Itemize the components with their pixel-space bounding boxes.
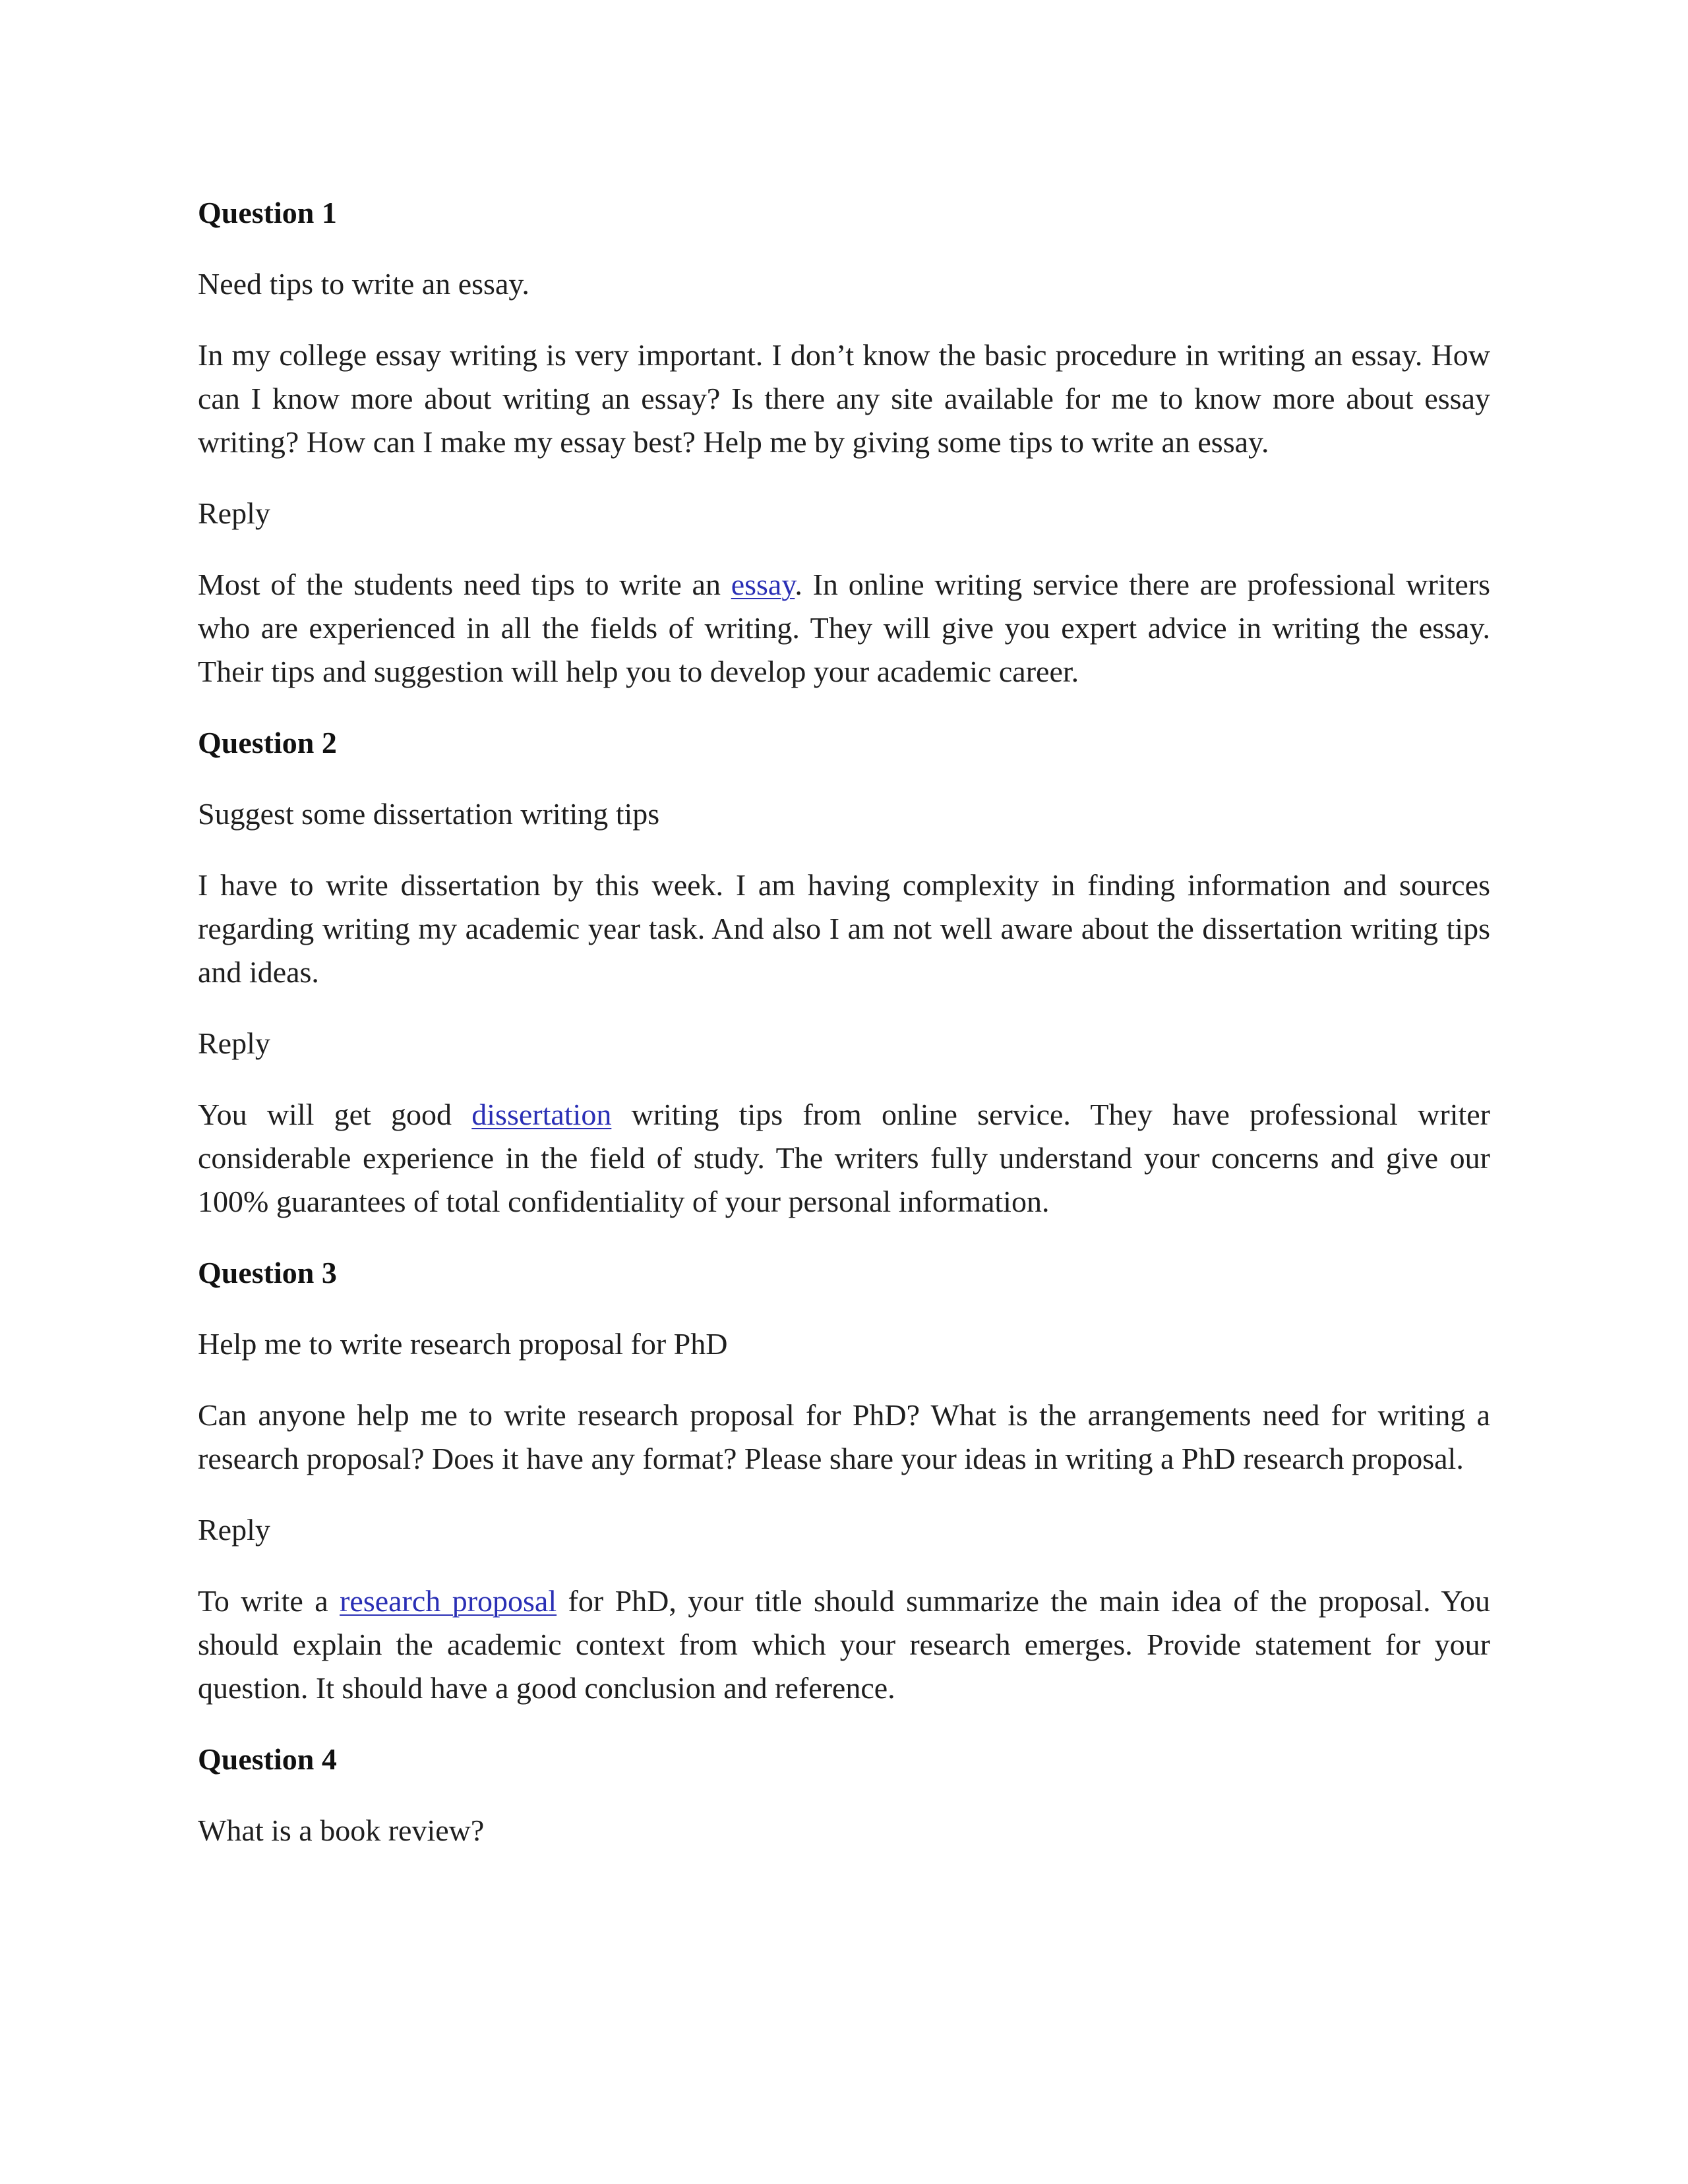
reply-1-text-before: Most of the students need tips to write an (198, 568, 731, 601)
reply-3-text-after: for PhD, your title should summarize the main idea of the proposal. You should explain the academic context from which your research emerges. Provide statement for your question. It should have a good conclusion and reference. (198, 1584, 1490, 1705)
dissertation-link[interactable]: dissertation (471, 1098, 612, 1131)
question-3-body: Can anyone help me to write research proposal for PhD? What is the arrangements need for writing a research proposal? Does it have any format? Please share your ideas in writing a PhD research proposal. (198, 1398, 1490, 1475)
reply-1-label: Reply (198, 496, 270, 530)
question-4-title: What is a book review? (198, 1814, 485, 1847)
reply-3-label: Reply (198, 1513, 270, 1547)
question-2-body: I have to write dissertation by this week. I am having complexity in finding information and sources regarding writing my academic year task. And also I am not well aware about the dissertation writing tips and ideas. (198, 868, 1490, 989)
reply-1-text-after: . In online writing service there are professional writers who are experienced in all the fields of writing. They will give you expert advice in writing the essay. Their tips and suggestion will help you to develop your academic career. (198, 568, 1490, 688)
question-3-title: Help me to write research proposal for PhD (198, 1327, 728, 1361)
question-2-title: Suggest some dissertation writing tips (198, 797, 660, 831)
question-3-heading: Question 3 (198, 1256, 337, 1289)
question-1-title: Need tips to write an essay. (198, 267, 529, 301)
reply-2-label: Reply (198, 1026, 270, 1060)
reply-2-text-before: You will get good (198, 1098, 472, 1131)
essay-link[interactable]: essay (731, 568, 795, 601)
document-content (198, 191, 1490, 1880)
reply-2-text-after: writing tips from online service. They have professional writer considerable experience in the field of study. The writers fully understand your concerns and give our 100% guarantees of total confidentiality of your personal information. (198, 1098, 1490, 1218)
reply-2-body (198, 1093, 1490, 1224)
question-1-body: In my college essay writing is very important. I don’t know the basic procedure in writing an essay. How can I know more about writing an essay? Is there any site available for me to know more about essay writing? How can I make my essay best? Help me by giving some tips to write an essay. (198, 338, 1490, 459)
question-4-heading: Question 4 (198, 1742, 337, 1776)
question-1-heading: Question 1 (198, 196, 337, 229)
reply-1-body (198, 563, 1490, 694)
reply-3-text-before: To write a (198, 1584, 340, 1618)
reply-3-body (198, 1579, 1490, 1710)
question-2-heading: Question 2 (198, 726, 337, 759)
research-proposal-link[interactable]: research proposal (340, 1584, 557, 1618)
